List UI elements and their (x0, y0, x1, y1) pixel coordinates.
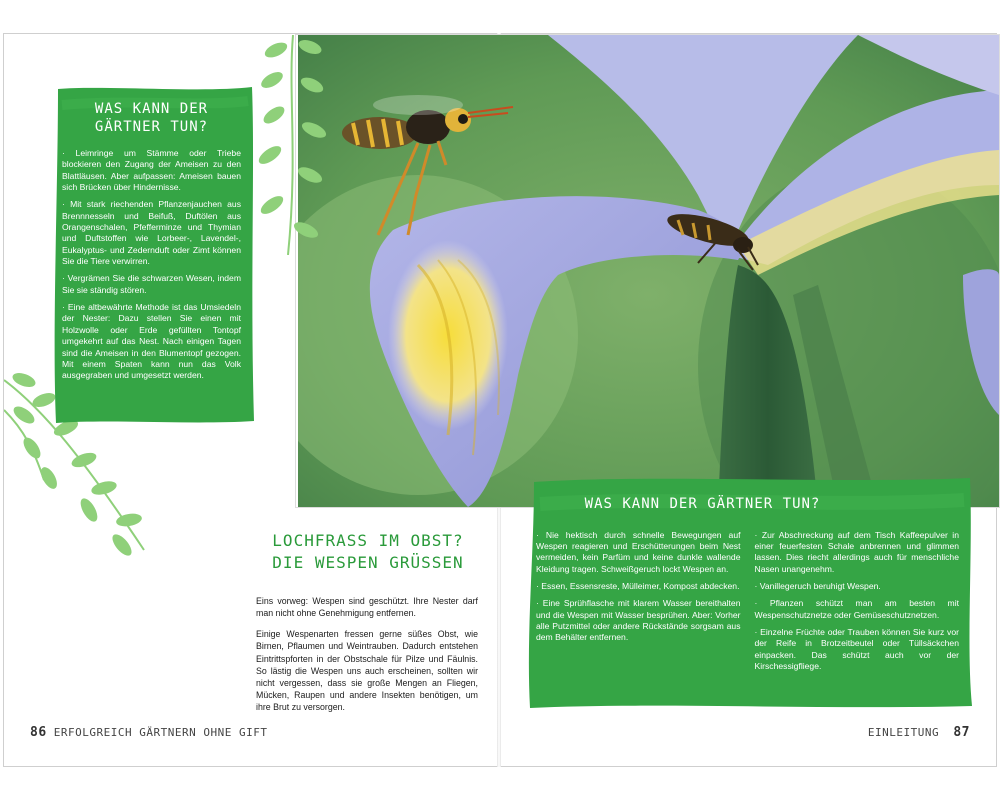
section-heading-line-1: LOCHFRASS IM OBST? (272, 531, 464, 550)
tip-paragraph: · Vanillegeruch beruhigt Wespen. (754, 580, 881, 591)
vine-decoration-top (248, 35, 338, 255)
tip-column-right (755, 530, 960, 679)
footer-right (868, 725, 970, 740)
book-title: ERFOLGREICH GÄRTNERN OHNE GIFT (53, 726, 268, 739)
tip-paragraph: · Pflanzen schützt man am besten mit Wespenschutznetze oder Gemüseschutznetzen. (754, 598, 959, 620)
tip-column-left (536, 530, 741, 679)
tip-box-title: WAS KANN DER GÄRTNER TUN? (94, 101, 209, 135)
tip-paragraph: · Einzelne Früchte oder Trauben können Sie kurz vor der Reife in Brotzeitbeutel oder Tüllsäckchen einpacken. Das schützt auch vor der Kirschessigfliege. (754, 626, 959, 671)
tip-paragraph: · Mit stark riechenden Pflanzenjauchen aus Brennnesseln und Beifuß, Duftölen aus Orangenschalen, Pfefferminze und Thymian und Duftstoffen wie Lorbeer-, Lavendel-, Eukalyptus- und Zedernduft oder Zimt können Sie die Tiere verwirren. (62, 199, 241, 267)
footer-left (30, 725, 267, 740)
tip-paragraph: · Vergrämen Sie die schwarzen Wesen, indem Sie sie ständig stören. (62, 273, 241, 295)
tip-box-ants (52, 85, 255, 425)
section-heading-line-2: DIE WESPEN GRÜSSEN (272, 552, 464, 572)
section-body (256, 595, 478, 722)
tip-paragraph: · Eine altbewährte Methode ist das Umsiedeln der Nester: Dazu stellen Sie einen mit Holzwolle oder Erde gefüllten Tontopf umgekehrt auf das Nest. Nach einigen Tagen sind die Ameisen in den Blumentopf gezogen. Mit einem Spaten kann nun das Volk ausgegraben und umgesetzt werden. (62, 302, 241, 381)
body-paragraph: Eins vorweg: Wespen sind geschützt. Ihre Nester darf man nicht ohne Genehmigung entfernen. (256, 596, 478, 619)
tip-paragraph: · Eine Sprühflasche mit klarem Wasser bereithalten und die Wespen mit Wasser besprühen. Aber: Vorher alle Putzmittel oder andere Rückstände sorgsam aus dem Behälter entfernen. (536, 598, 741, 643)
page-number-right: 87 (953, 725, 970, 740)
section-heading (252, 530, 484, 573)
tip-box-wasps (526, 474, 973, 710)
tip-paragraph: · Essen, Essensreste, Mülleimer, Kompost abdecken. (536, 580, 740, 591)
tip-paragraph: · Leimringe um Stämme oder Triebe blockieren den Zugang der Ameisen zu den Blattläusen. Aber aufpassen: Ameisen bauen sich Brücken über Hindernisse. (62, 148, 241, 193)
iris-wasp-photo (296, 35, 999, 507)
tip-paragraph: · Nie hektisch durch schnelle Bewegungen auf Wespen reagieren und Erschütterungen beim Nest vermeiden, kein Parfüm und keine dunkle wallende Kleidung tragen. Schweißgeruch lockt Wespen an. (536, 529, 741, 574)
chapter-title: EINLEITUNG (867, 726, 940, 739)
page-number-left: 86 (30, 725, 47, 740)
tip-box-title: WAS KANN DER GÄRTNER TUN? (584, 496, 821, 512)
body-paragraph: Einige Wespenarten fressen gerne süßes Obst, wie Birnen, Pflaumen und Weintrauben. Dadurch entstehen Eintrittspforten in der Obstschale für Pilze und Fäulnis. So lästig die Wespen uns auch erscheinen, sollten wir nicht vergessen, dass sie große Mengen an Fliegen, Mücken, Raupen und andere Insekten benötigen, um ihre Brut zu versorgen. (256, 629, 478, 712)
tip-paragraph: · Zur Abschreckung auf dem Tisch Kaffeepulver in einer feuerfesten Schale anbrennen und glimmen lassen. Dies riecht allerdings auch für menschliche Nasen unangenehm. (754, 529, 959, 574)
